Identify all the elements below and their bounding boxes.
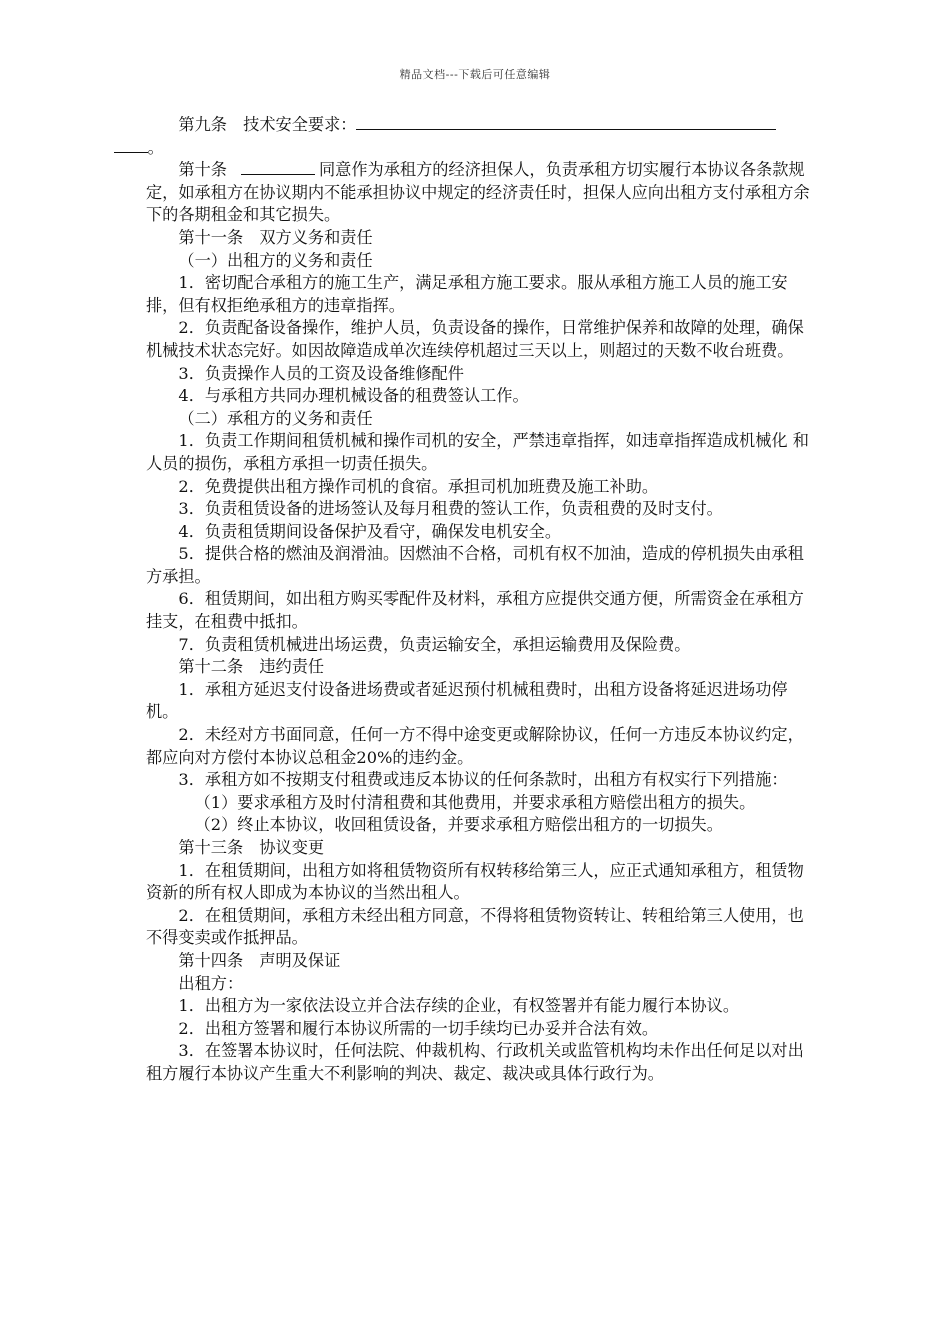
clause-item: 2．免费提供出租方操作司机的食宿。承担司机加班费及施工补助。	[178, 476, 659, 496]
clause-item: 4．负责租赁期间设备保护及看守，确保发电机安全。	[178, 521, 562, 541]
article-13-title: 第十三条 协议变更	[178, 838, 325, 857]
article-14-title: 第十四条 声明及保证	[178, 950, 341, 970]
clause-item: 1．承租方延迟支付设备进场费或者延迟预付机械租费时，出租方设备将延迟进场功停机。	[146, 679, 788, 722]
clause-item: 4．与承租方共同办理机械设备的租费签认工作。	[178, 386, 529, 406]
clause-item: 6．租赁期间，如出租方购买零配件及材料，承租方应提供交通方便，所需资金在承租方挂支，在租费中抵扣。	[146, 589, 804, 632]
clause-item: 1．在租赁期间，出租方如将租赁物资所有权转移给第三人，应正式通知承租方，租赁物资新的所有权人即成为本协议的当然出租人。	[146, 860, 804, 903]
clause-item: 2．出租方签署和履行本协议所需的一切手续均已办妥并合法有效。	[178, 1018, 659, 1038]
clause-item: 2．在租赁期间，承租方未经出租方同意，不得将租赁物资转让、转租给第三人使用，也不得变卖或作抵押品。	[146, 905, 804, 948]
clause-item: 1．密切配合承租方的施工生产，满足承租方施工要求。服从承租方施工人员的施工安排，但有权拒绝承租方的违章指挥。	[146, 273, 788, 315]
article-9-title: 第九条 技术安全要求：	[178, 115, 357, 134]
clause-item: 2．未经对方书面同意，任何一方不得中途变更或解除协议，任何一方违反本协议约定，都应向对方偿付本协议总租金20%的违约金。	[146, 725, 804, 767]
clause-item: 1．负责工作期间租赁机械和操作司机的安全，严禁违章指挥，如违章指挥造成机械化 和人员的损伤，承租方承担一切责任损失。	[146, 431, 809, 473]
party-label: 出租方：	[178, 973, 244, 993]
measure-item: （1）要求承租方及时付清租费和其他费用，并要求承租方赔偿出租方的损失。	[194, 792, 756, 812]
article-11-title: 第十一条 双方义务和责任	[178, 227, 373, 247]
clause-item: 5．提供合格的燃油及润滑油。因燃油不合格，司机有权不加油，造成的停机损失由承租方承担。	[146, 544, 804, 586]
document-body	[146, 114, 810, 1086]
section-lessor-duties: （一）出租方的义务和责任	[178, 250, 373, 270]
clause-item: 3．负责操作人员的工资及设备维修配件	[178, 363, 464, 383]
article-10-lead: 第十条	[178, 160, 227, 180]
article-10	[146, 159, 810, 227]
clause-item: 2．负责配备设备操作，维护人员，负责设备的操作，日常维护保养和故障的处理，确保机械技术状态完好。如因故障造成单次连续停机超过三天以上，则超过的天数不收台班费。	[146, 318, 804, 360]
article-12-title: 第十二条 违约责任	[178, 657, 325, 677]
clause-item: 1．出租方为一家依法设立并合法存续的企业，有权签署并有能力履行本协议。	[178, 996, 740, 1016]
fill-in-blank	[356, 115, 776, 130]
measure-item: （2）终止本协议，收回租赁设备，并要求承租方赔偿出租方的一切损失。	[194, 815, 723, 835]
fill-in-blank	[241, 160, 315, 175]
page-header: 精品文档---下载后可任意编辑	[399, 68, 551, 81]
clause-item: 7．负责租赁机械进出场运费，负责运输安全，承担运输费用及保险费。	[178, 634, 691, 654]
article-10-text: 同意作为承租方的经济担保人，负责承租方切实履行本协议各条款规定，如承租方在协议期内不能承担协议中规定的经济责任时，担保人应向出租方支付承租方余下的各期租金和其它损失。	[146, 160, 810, 225]
clause-item: 3．负责租赁设备的进场签认及每月租费的签认工作，负责租费的及时支付。	[178, 499, 723, 519]
section-lessee-duties: （二）承租方的义务和责任	[178, 408, 373, 428]
article-9-end: 。	[147, 137, 164, 157]
clause-item: 3．承租方如不按期支付租费或违反本协议的任何条款时，出租方有权实行下列措施：	[178, 770, 788, 790]
clause-item: 3．在签署本协议时，任何法院、仲裁机构、行政机关或监管机构均未作出任何足以对出租方履行本协议产生重大不利影响的判决、裁定、裁决或具体行政行为。	[146, 1041, 804, 1083]
article-9	[146, 114, 810, 159]
fill-in-blank	[114, 138, 148, 153]
